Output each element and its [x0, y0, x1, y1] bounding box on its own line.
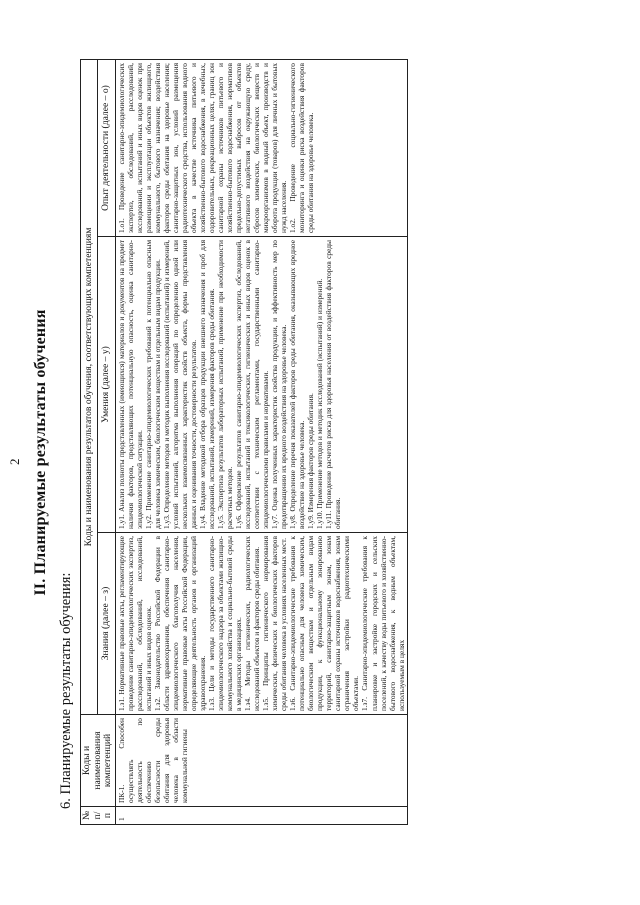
knowledge-item: 1.з1. Нормативные правовые акты, регламентирующие проведение санитарно-эпидемиологических экспертиз, расследований, обследований, исследований, испытаний и иных видов оценок. [116, 536, 153, 711]
skill-item: 1.у5. Экспертиза результатов лабораторных испытаний, применение при необходимости расчетных методов. [215, 240, 235, 529]
knowledge-item: 1.з2. Законодательство Российской Федерации в области здравоохранения, обеспечения санитарно-эпидемиологического благополучия населения, нормативные правовые акты Российской Федерации, определяющие деятельность органов и организаций здравоохранения. [152, 536, 207, 711]
table-row [115, 60, 407, 825]
skill-item: 1.у7. Оценка полученных характеристик свойства продукции, и эффективность мер по предотвращению их вредного воздействия на здоровье человека. [270, 240, 289, 529]
experience-item: 1.о1. Проведение санитарно-эпидемиологических экспертиз, обследований, расследований, исследований, испытаний и иных видов оценок при размещении и эксплуатации объектов жилищного, коммунального, бытового назначения; воздействия факторов среды обитания на здоровье населения; санитарно-защитных зон, условий размещения радиотехнического средства, использования водного объекта в качестве источника питьевого и хозяйственно-бытового водоснабжения, в лечебных, оздоровительных, рекреационных целях, границ зон санитарной охраны источников питьевого и хозяйственно-бытового водоснабжения, нормативов предельно-допустимых выбросов от объектов негативного воздействия на окружающую среду, сбросов химических, биологических веществ и микроорганизмов в водный объект, производств и оборота продукции (товаров) для личных и бытовых нужд населения. [116, 63, 289, 233]
row-competency: ПК-1. Способен осуществлять деятельность по обеспечению безопасности среды обитания для здоровья человека в области коммунальной гигиены [115, 715, 407, 807]
knowledge-item: 1.з3. Цели и методы государственного санитарно-эпидемиологического надзора за объектами жилищно-коммунального хозяйства и социально-бытовой среды в медицинских организациях. [206, 536, 244, 711]
header-experience: Опыт деятельности (далее – о) [98, 60, 115, 237]
page-number: 2 [7, 458, 22, 465]
skill-item: 1.у1. Анализ полноты представленных (имеющихся) материалов и документов на предмет наличия факторов, представляющих потенциальную опасность, оценка санитарно-эпидемиологической ситуации. [116, 240, 144, 529]
skill-item: 1.у8. Определение перечня показателей факторов среды обитания, оказывающих вредное воздействие на здоровье человека. [288, 240, 307, 529]
skill-item: 1.у3. Определение методов и методик выполнения исследований (испытаний) и измерений, условий испытаний, алгоритма выполнения операций по определению одной или нескольких взаимосвязанных характеристик свойств объекта, формы представления данных и оценивания точности, достоверности результатов. [161, 240, 198, 529]
knowledge-item: 1.з6. Санитарно-эпидемиологические требования к потенциально опасным для человека химическим, биологическим веществам и отдельным видам продукции, к функциональному зонированию территорий, санитарно-защитным зонам, зонам санитарной охраны источников водоснабжения, зонам ограничения застройки радиотехническими объектами. [288, 536, 361, 711]
knowledge-item: 1.з4. Методы гигиенических, радиологических исследований объектов и факторов среды обитания. [243, 536, 262, 711]
header-knowledge: Знания (далее – з) [98, 533, 115, 715]
header-skills: Умения (далее – у) [98, 237, 115, 533]
row-experience [115, 60, 407, 237]
header-competency: Коды и наименования компетенций [81, 715, 116, 807]
page-heading: II. Планируемые результаты обучения [32, 309, 49, 596]
row-skills [115, 237, 407, 533]
knowledge-item: 1.з5. Принципы гигиенического нормирования химических, физических и биологических факторов среды обитания человека в условиях населенных мест. [261, 536, 289, 711]
row-num: 1 [115, 807, 407, 825]
header-num: № п/п [81, 807, 116, 825]
knowledge-item: 1.з7. Санитарно-эпидемиологические требования к планировке и застройке городских и сельских поселений, к качеству воды питьевого и хозяйственно-бытового водоснабжения, к водным объектам, используемым в целях [360, 536, 406, 711]
skill-item: 1.у4. Владение методикой отбора образцов продукции внешнего назначения и проб для исследований, испытаний, измерений, измерения факторов среды обитания. [197, 240, 216, 529]
learning-results-table [80, 59, 408, 825]
row-knowledge [115, 533, 407, 715]
skill-item: 1.у9. Измерения факторов среды обитания. [306, 393, 316, 529]
skill-item: 1.у11. Проведение расчетов риска для здоровья населения от воздействия факторов среды обитания. [324, 240, 343, 529]
section-title: 6. Планируемые результаты обучения: [58, 572, 74, 809]
skill-item: 1.у6. Оформление результатов санитарно-эпидемиологических экспертиз, обследований, исследований, испытаний и токсикологических, гигиенических и иных видов оценок в соответствии с техническим регламентами, государственными санитарно-эпидемиологическими правилами и нормативами. [234, 240, 271, 529]
experience-item: 1.о2. Проведение социально-гигиенического мониторинга и оценки риска воздействия факторов среды обитания на здоровье человека. [288, 63, 316, 233]
skill-item: 1.у2. Применение санитарно-эпидемиологических требований к потенциально опасным для человека химическим, биологическим веществам и отдельным видам продукции. [143, 240, 162, 529]
header-codes-group: Коды и наименования результатов обучения, соответствующих компетенциям [81, 60, 98, 715]
skill-item: 1.у10. Применение методов и методик исследований (испытаний) и измерений. [315, 278, 325, 529]
